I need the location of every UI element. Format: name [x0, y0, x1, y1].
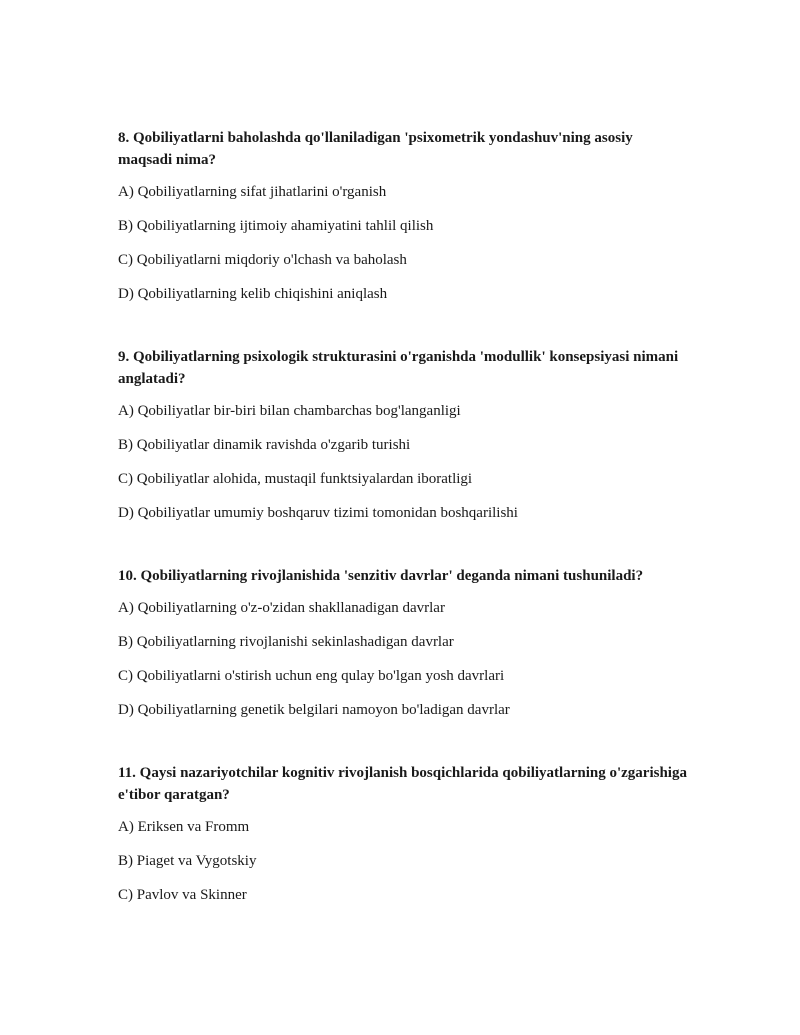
answer-option: B) Qobiliyatlar dinamik ravishda o'zgarib turishi: [118, 437, 411, 453]
question-title: 10. Qobiliyatlarning rivojlanishida 'senzitiv davrlar' deganda nimani tushuniladi?: [118, 568, 644, 584]
spacer: [118, 523, 688, 565]
spacer: [118, 304, 688, 346]
spacer: [118, 720, 688, 762]
question-8: [118, 127, 688, 304]
answer-option: B) Piaget va Vygotskiy: [118, 853, 257, 869]
document-page: [118, 127, 688, 905]
answer-option: D) Qobiliyatlar umumiy boshqaruv tizimi tomonidan boshqarilishi: [118, 505, 518, 521]
question-9: [118, 346, 688, 523]
answer-option: C) Qobiliyatlar alohida, mustaqil funktsiyalardan iboratligi: [118, 471, 473, 487]
question-title: 9. Qobiliyatlarning psixologik strukturasini o'rganishda 'modullik' konsepsiyasi nimani anglatadi?: [118, 349, 679, 387]
answer-option: B) Qobiliyatlarning ijtimoiy ahamiyatini tahlil qilish: [118, 218, 434, 234]
answer-option: D) Qobiliyatlarning genetik belgilari namoyon bo'ladigan davrlar: [118, 702, 510, 718]
answer-option: A) Qobiliyatlarning o'z-o'zidan shakllanadigan davrlar: [118, 600, 445, 616]
answer-option: A) Qobiliyatlar bir-biri bilan chambarchas bog'langanligi: [118, 403, 461, 419]
question-11: [118, 762, 688, 905]
answer-option: A) Eriksen va Fromm: [118, 819, 250, 835]
question-title: 11. Qaysi nazariyotchilar kognitiv rivojlanish bosqichlarida qobiliyatlarning o'zgarishiga e'tibor qaratgan?: [118, 765, 687, 803]
answer-option: A) Qobiliyatlarning sifat jihatlarini o'rganish: [118, 184, 387, 200]
answer-option: C) Qobiliyatlarni o'stirish uchun eng qulay bo'lgan yosh davrlari: [118, 668, 505, 684]
question-title: 8. Qobiliyatlarni baholashda qo'llaniladigan 'psixometrik yondashuv'ning asosiy maqsadi nima?: [118, 130, 633, 168]
answer-option: B) Qobiliyatlarning rivojlanishi sekinlashadigan davrlar: [118, 634, 454, 650]
answer-option: C) Qobiliyatlarni miqdoriy o'lchash va baholash: [118, 252, 407, 268]
question-10: [118, 565, 688, 720]
answer-option: C) Pavlov va Skinner: [118, 887, 247, 903]
answer-option: D) Qobiliyatlarning kelib chiqishini aniqlash: [118, 286, 388, 302]
